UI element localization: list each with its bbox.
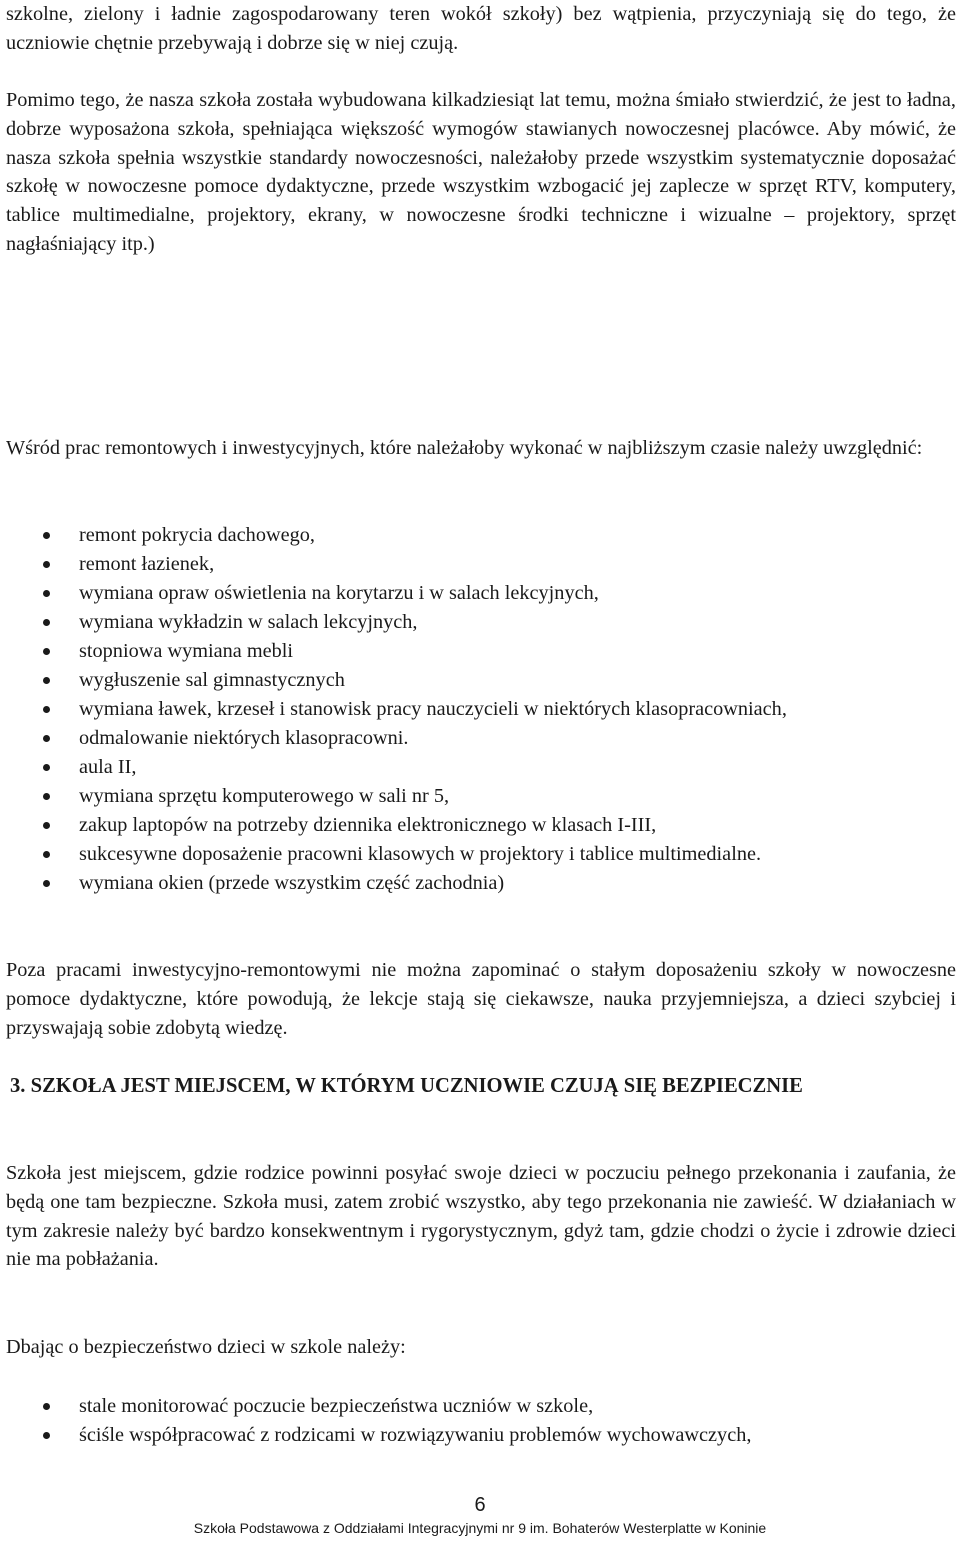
section-heading-text: SZKOŁA JEST MIEJSCEM, W KTÓRYM UCZNIOWIE CZUJĄ SIĘ BEZPIECZNIE (30, 1075, 803, 1097)
bullet-icon (43, 1432, 50, 1439)
list-item-text: wymiana opraw oświetlenia na korytarzu i w salach lekcyjnych, (79, 582, 599, 604)
list-item (6, 811, 956, 840)
paragraph-safety-intro: Dbając o bezpieczeństwo dzieci w szkole należy: (6, 1336, 406, 1358)
paragraph-renovation-intro: Wśród prac remontowych i inwestycyjnych, które należałoby wykonać w najbliższym czasie należy uwzględnić: (6, 437, 923, 459)
bullet-icon (43, 677, 50, 684)
list-item-text: remont pokrycia dachowego, (79, 524, 315, 546)
list-item (6, 695, 956, 724)
paragraph-intro-continuation: szkolne, zielony i ładnie zagospodarowany teren wokół szkoły) bez wątpienia, przyczyniają się do tego, że uczniowie chętnie przebywają i dobrze się w niej czują. (6, 3, 956, 54)
list-item (6, 869, 956, 898)
bullet-icon (43, 793, 50, 800)
list-item (6, 579, 956, 608)
list-item (6, 1392, 956, 1421)
list-item-text: wymiana okien (przede wszystkim część zachodnia) (79, 872, 505, 894)
list-item-text: aula II, (79, 756, 137, 778)
list-item (6, 724, 956, 753)
list-item-text: stale monitorować poczucie bezpieczeństwa uczniów w szkole, (79, 1395, 594, 1417)
list-item-text: odmalowanie niektórych klasopracowni. (79, 727, 409, 749)
list-item-text: ściśle współpracować z rodzicami w rozwiązywaniu problemów wychowawczych, (79, 1424, 752, 1446)
bullet-icon (43, 1403, 50, 1410)
paragraph-school-equipment: Pomimo tego, że nasza szkoła została wybudowana kilkadziesiąt lat temu, można śmiało stwierdzić, że jest to ładna, dobrze wyposażona szkoła, spełniająca większość wymogów stawianych nowoczesnej placówce. Aby mówić, że nasza szkoła spełnia wszystkie standardy nowoczesności, należałoby przede wszystkim systematycznie doposażać szkołę w nowoczesne pomoce dydaktyczne, przede wszystkim wzbogacić jej zaplecze w sprzęt RTV, komputery, tablice multimedialne, projektory, ekrany, w nowoczesne środki techniczne i wizualne – projektory, sprzęt nagłaśniający itp.) (6, 89, 956, 255)
list-item-text: remont łazienek, (79, 553, 215, 575)
bullet-icon (43, 561, 50, 568)
list-item (6, 782, 956, 811)
renovation-list (6, 521, 956, 898)
list-item (6, 637, 956, 666)
list-item-text: wygłuszenie sal gimnastycznych (79, 669, 345, 691)
list-item-text: wymiana ławek, krzeseł i stanowisk pracy nauczycieli w niektórych klasopracowniach, (79, 698, 787, 720)
footer-school-name: Szkoła Podstawowa z Oddziałami Integracyjnymi nr 9 im. Bohaterów Westerplatte w Koninie (193, 1520, 767, 1536)
list-item-text: zakup laptopów na potrzeby dziennika elektronicznego w klasach I-III, (79, 814, 657, 836)
list-item-text: stopniowa wymiana mebli (79, 640, 294, 662)
list-item-text: wymiana wykładzin w salach lekcyjnych, (79, 611, 418, 633)
list-item (6, 753, 956, 782)
list-item (6, 521, 956, 550)
bullet-icon (43, 619, 50, 626)
bullet-icon (43, 735, 50, 742)
page-number: 6 (474, 1494, 486, 1516)
list-item-text: wymiana sprzętu komputerowego w sali nr 5, (79, 785, 450, 807)
list-item (6, 608, 956, 637)
paragraph-school-safety: Szkoła jest miejscem, gdzie rodzice powinni posyłać swoje dzieci w poczuciu pełnego przekonania i zaufania, że będą one tam bezpieczne. Szkoła musi, zatem zrobić wszystko, aby tego przekonania nie zawieść. W działaniach w tym zakresie należy być bardzo konsekwentnym i rygorystycznym, gdyż tam, gdzie chodzi o życie i zdrowie dzieci nie ma pobłażania. (6, 1162, 956, 1271)
paragraph-teaching-aids: Poza pracami inwestycyjno-remontowymi nie można zapominać o stałym doposażeniu szkoły w nowoczesne pomoce dydaktyczne, które powodują, że lekcje stają się ciekawsze, nauka przyjemniejsza, a dzieci szybciej i przyswajają sobie zdobytą wiedzę. (6, 959, 956, 1039)
section-heading (6, 1072, 956, 1101)
list-item (6, 840, 956, 869)
section-heading-number: 3. (10, 1075, 26, 1097)
list-item (6, 550, 956, 579)
bullet-icon (43, 764, 50, 771)
bullet-icon (43, 880, 50, 887)
list-item-text: sukcesywne doposażenie pracowni klasowych w projektory i tablice multimedialne. (79, 843, 762, 865)
safety-list (6, 1392, 956, 1450)
list-item (6, 1421, 956, 1450)
bullet-icon (43, 590, 50, 597)
bullet-icon (43, 851, 50, 858)
bullet-icon (43, 532, 50, 539)
bullet-icon (43, 822, 50, 829)
list-item (6, 666, 956, 695)
bullet-icon (43, 648, 50, 655)
bullet-icon (43, 706, 50, 713)
